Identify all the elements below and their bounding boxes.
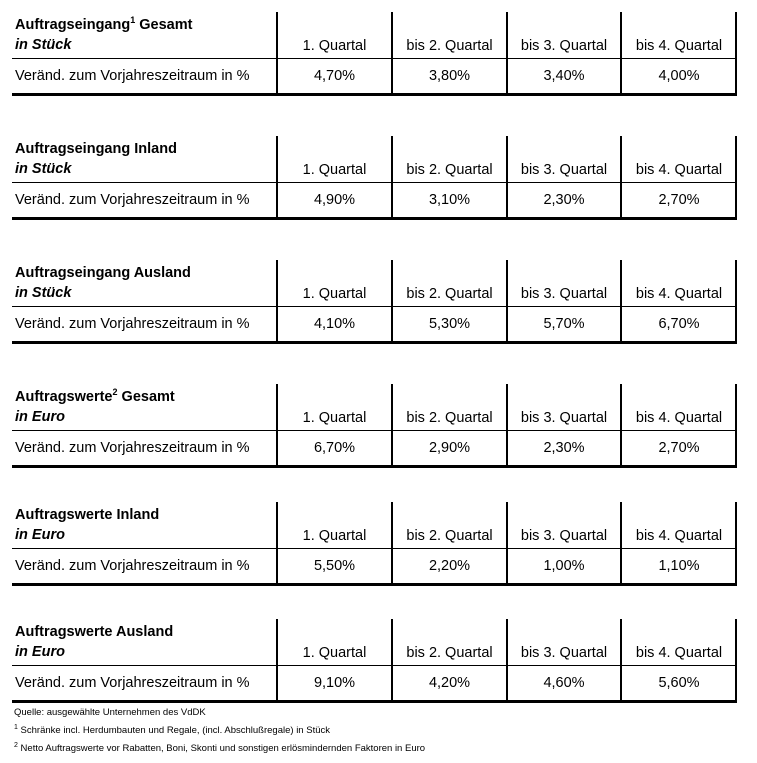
value-cell: 4,10% [313, 316, 356, 332]
value-cell: 2,30% [543, 192, 585, 208]
table-title: Auftragswerte$^2$ Gesamt [15, 387, 175, 405]
value-cell: 2,70% [658, 440, 700, 456]
table-unit: in Stück [15, 285, 72, 301]
table-row [12, 183, 737, 217]
column-header: bis 4. Quartal [635, 286, 723, 302]
column-header: bis 2. Quartal [406, 286, 493, 302]
table-auftragseingang-gesamt [12, 12, 737, 84]
source-note: Quelle: ausgewählte Unternehmen des VdDK [14, 707, 206, 718]
value-cell: 1,10% [658, 558, 700, 574]
table-unit: in Stück [15, 161, 72, 177]
table-title: Auftragseingang Ausland [15, 265, 191, 281]
table-row [12, 549, 737, 583]
value-cell: 6,70% [658, 316, 700, 332]
column-header: bis 4. Quartal [635, 162, 723, 178]
table-header [12, 502, 737, 548]
footnote-1: $^1$ Schränke incl. Herdumbauten und Regale, (incl. Abschlußregale) in Stück [14, 724, 330, 736]
value-cell: 3,80% [428, 68, 471, 84]
table-row [12, 307, 737, 341]
column-header: bis 2. Quartal [406, 645, 493, 661]
column-header: bis 3. Quartal [520, 286, 608, 302]
row-label: Veränd. zum Vorjahreszeitraum in % [15, 192, 250, 208]
column-header: bis 2. Quartal [406, 162, 493, 178]
column-header: 1. Quartal [302, 162, 367, 178]
table-unit: in Euro [15, 527, 65, 543]
value-cell: 4,20% [428, 675, 471, 691]
column-header: bis 4. Quartal [635, 410, 723, 426]
column-header: bis 2. Quartal [406, 410, 493, 426]
value-cell: 1,00% [543, 558, 585, 574]
value-cell: 5,50% [313, 558, 356, 574]
value-cell: 2,20% [428, 558, 471, 574]
table-row [12, 59, 737, 93]
column-header: bis 3. Quartal [520, 410, 608, 426]
column-header: bis 3. Quartal [520, 528, 608, 544]
footnote-mark: 2 [112, 387, 118, 397]
column-header: bis 4. Quartal [635, 528, 723, 544]
table-header [12, 619, 737, 665]
table-header [12, 12, 737, 58]
value-cell: 4,00% [658, 68, 700, 84]
row-label: Veränd. zum Vorjahreszeitraum in % [15, 440, 250, 456]
table-auftragswerte-ausland [12, 619, 737, 691]
footnote-mark: 1 [130, 15, 136, 25]
column-header: 1. Quartal [302, 645, 367, 661]
value-cell: 5,60% [658, 675, 700, 691]
value-cell: 6,70% [313, 440, 356, 456]
value-cell: 4,60% [543, 675, 585, 691]
table-header [12, 136, 737, 182]
value-cell: 2,30% [543, 440, 585, 456]
column-header: 1. Quartal [302, 38, 367, 54]
footnote-2: $^2$ Netto Auftragswerte vor Rabatten, Boni, Skonti und sonstigen erlösmindernden Faktoren in Euro [14, 742, 426, 754]
value-cell: 5,30% [428, 316, 471, 332]
table-title: Auftragswerte Inland [15, 507, 160, 523]
table-row [12, 666, 737, 700]
value-cell: 2,70% [658, 192, 700, 208]
column-header: bis 2. Quartal [406, 528, 493, 544]
column-header: 1. Quartal [302, 286, 367, 302]
column-header: bis 4. Quartal [635, 645, 723, 661]
column-header: bis 3. Quartal [520, 38, 608, 54]
column-header: bis 2. Quartal [406, 38, 493, 54]
table-auftragseingang-inland [12, 136, 737, 208]
column-header: bis 4. Quartal [635, 38, 723, 54]
row-label: Veränd. zum Vorjahreszeitraum in % [15, 316, 250, 332]
column-header: bis 3. Quartal [520, 162, 608, 178]
value-cell: 4,90% [313, 192, 356, 208]
table-title: Auftragswerte Ausland [15, 624, 174, 640]
column-header: 1. Quartal [302, 410, 367, 426]
table-unit: in Euro [15, 644, 65, 660]
table-header [12, 384, 737, 430]
value-cell: 3,10% [428, 192, 471, 208]
column-header: bis 3. Quartal [520, 645, 608, 661]
value-cell: 3,40% [543, 68, 585, 84]
row-label: Veränd. zum Vorjahreszeitraum in % [15, 558, 250, 574]
table-unit: in Euro [15, 409, 65, 425]
row-label: Veränd. zum Vorjahreszeitraum in % [15, 675, 250, 691]
table-title: Auftragseingang$^1$ Gesamt [15, 15, 193, 33]
value-cell: 2,90% [428, 440, 471, 456]
table-header [12, 260, 737, 306]
table-auftragswerte-gesamt [12, 384, 737, 456]
table-unit: in Stück [15, 37, 72, 53]
table-row [12, 431, 737, 465]
column-header: 1. Quartal [302, 528, 367, 544]
table-auftragswerte-inland [12, 502, 737, 574]
value-cell: 5,70% [543, 316, 585, 332]
table-title: Auftragseingang Inland [15, 141, 177, 157]
table-auftragseingang-ausland [12, 260, 737, 332]
value-cell: 9,10% [313, 675, 356, 691]
row-label: Veränd. zum Vorjahreszeitraum in % [15, 68, 250, 84]
value-cell: 4,70% [313, 68, 356, 84]
